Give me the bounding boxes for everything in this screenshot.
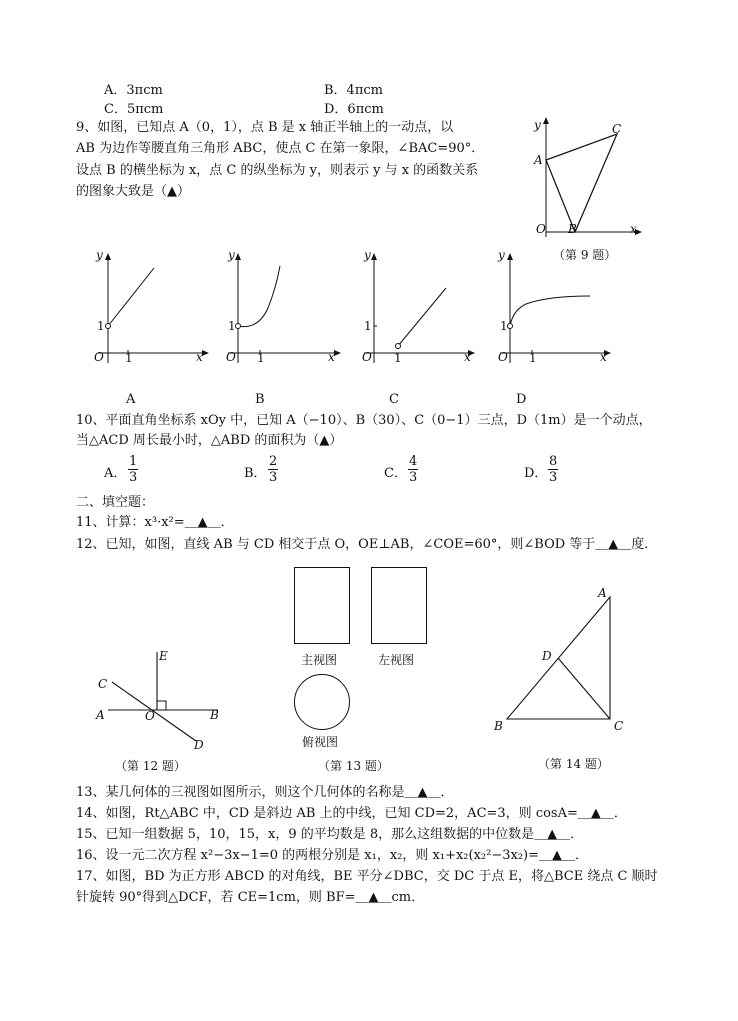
q16: 16、设一元二次方程 x²−3x−1=0 的两根分别是 x₁，x₂，则 x₁+x₂(x₂²−3x₂)=＿▲＿． — [76, 848, 588, 863]
graph-a-y: y — [96, 248, 103, 262]
graph-b-o: O — [226, 350, 236, 364]
fig9-a-label: A — [534, 153, 543, 167]
q10-option-a-prefix: A． — [104, 466, 127, 481]
numerator: 8 — [549, 454, 558, 469]
graph-c — [364, 253, 475, 363]
q8-option-b: B．4πcm — [324, 83, 383, 98]
graph-a-one-x: 1 — [125, 351, 133, 365]
q14: 14、如图，Rt△ABC 中，CD 是斜边 AB 上的中线，已知 CD=2，AC=3，则 cosA=＿▲＿． — [76, 806, 627, 821]
denominator: 3 — [409, 470, 418, 485]
q10-line1: 10、平面直角坐标系 xOy 中，已知 A（−10）、B（30）、C（0−1）三点，D（1m）是一个动点， — [76, 413, 652, 428]
graph-d-x: x — [600, 350, 607, 364]
q13: 13、某几何体的三视图如图所示，则这个几何体的名称是＿▲＿． — [76, 785, 454, 800]
fig9-y-label: y — [534, 118, 541, 132]
fig9-caption: （第 9 题） — [553, 248, 617, 262]
q10-line2: 当△ACD 周长最小时，△ABD 的面积为（▲） — [76, 433, 343, 448]
q10-option-b-prefix: B． — [244, 466, 267, 481]
front-view-rectangle — [294, 567, 350, 644]
q9-line2: AB 为边作等腰直角三角形 ABC，使点 C 在第一象限，∠BAC=90°． — [76, 141, 485, 156]
numerator: 1 — [129, 454, 138, 469]
fig12-o-label: O — [145, 709, 155, 723]
fig14-a-label: A — [598, 586, 607, 600]
q10-option-a-fraction — [128, 454, 138, 486]
q12: 12、已知，如图，直线 AB 与 CD 相交于点 O，OE⊥AB，∠COE=60°，则∠BOD 等于＿▲＿度． — [76, 537, 658, 552]
fig12-d-label: D — [194, 738, 204, 752]
numerator: 2 — [269, 454, 278, 469]
graph-a — [98, 253, 209, 363]
graph-c-y: y — [364, 248, 371, 262]
graph-c-x: x — [464, 350, 471, 364]
fig12-caption: （第 12 题） — [115, 759, 186, 773]
graph-d-one-y: 1 — [500, 319, 508, 333]
q17-line2: 针旋转 90°得到△DCF，若 CE=1cm，则 BF=＿▲＿cm． — [76, 890, 425, 905]
left-view-rectangle — [371, 567, 427, 644]
fig14-b-label: B — [494, 719, 503, 733]
graph-option-d: D — [516, 392, 527, 407]
q9-line1: 9、如图，已知点 A（0，1），点 B 是 x 轴正半轴上的一动点，以 — [76, 120, 454, 135]
front-view-label: 主视图 — [301, 653, 338, 667]
q10-option-d-fraction — [548, 454, 558, 486]
left-view-label: 左视图 — [378, 653, 415, 667]
graph-c-one-x: 1 — [394, 351, 402, 365]
fig14-d-label: D — [542, 649, 552, 663]
fig9-o-label: O — [536, 222, 546, 236]
q9-line3: 设点 B 的横坐标为 x，点 C 的纵坐标为 y，则表示 y 与 x 的函数关系 — [76, 163, 479, 178]
fig13-caption: （第 13 题） — [318, 759, 389, 773]
graph-b-one-x: 1 — [257, 351, 265, 365]
graph-a-x: x — [196, 350, 203, 364]
graph-b-one-y: 1 — [228, 319, 236, 333]
fig9-c-label: C — [612, 122, 622, 136]
q9-line4: 的图象大致是（▲） — [76, 184, 190, 199]
graph-option-b: B — [255, 392, 265, 407]
graph-d — [500, 253, 611, 363]
graph-b-y: y — [228, 248, 235, 262]
q10-option-d-prefix: D． — [524, 466, 548, 481]
top-view-label: 俯视图 — [302, 735, 339, 749]
fig9-x-label: x — [630, 222, 637, 236]
fig12-c-label: C — [98, 677, 108, 691]
denominator: 3 — [269, 470, 278, 485]
q10-option-b-fraction — [268, 454, 278, 486]
fig14-c-label: C — [614, 719, 624, 733]
q10-option-c-prefix: C． — [384, 466, 407, 481]
graph-d-y: y — [498, 248, 505, 262]
graph-option-a: A — [126, 392, 136, 407]
section2-title: 二、填空题： — [76, 495, 155, 510]
q8-option-c: C．5πcm — [104, 102, 164, 117]
top-view-circle — [294, 674, 350, 730]
numerator: 4 — [409, 454, 418, 469]
q15: 15、已知一组数据 5，10，15，x，9 的平均数是 8，那么这组数据的中位数是＿▲＿． — [76, 827, 584, 842]
graph-option-c: C — [389, 392, 399, 407]
q11: 11、计算：x³·x²=＿▲＿． — [76, 515, 234, 530]
q14-figure — [500, 592, 620, 727]
fig12-b-label: B — [210, 708, 219, 722]
graph-a-one-y: 1 — [97, 319, 105, 333]
fig12-e-label: E — [159, 649, 168, 663]
q12-figure — [90, 645, 240, 765]
q17-line1: 17、如图，BD 为正方形 ABCD 的对角线，BE 平分∠DBC，交 DC 于点 E，将△BCE 绕点 C 顺时 — [76, 869, 658, 884]
graph-d-o: O — [498, 350, 508, 364]
q8-option-a: A．3πcm — [104, 83, 163, 98]
q10-option-c-fraction — [408, 454, 418, 486]
fig9-b-label: B — [568, 222, 577, 236]
q8-option-d: D．6πcm — [324, 102, 384, 117]
q9-figure — [520, 112, 650, 262]
graph-c-o: O — [362, 350, 372, 364]
graph-b — [228, 253, 341, 363]
graph-b-x: x — [328, 350, 335, 364]
fig14-caption: （第 14 题） — [538, 757, 609, 771]
graph-c-one-y: 1 — [364, 319, 372, 333]
graph-d-one-x: 1 — [529, 351, 537, 365]
fig12-a-label: A — [96, 708, 105, 722]
graph-a-o: O — [94, 350, 104, 364]
denominator: 3 — [129, 470, 138, 485]
denominator: 3 — [549, 470, 558, 485]
